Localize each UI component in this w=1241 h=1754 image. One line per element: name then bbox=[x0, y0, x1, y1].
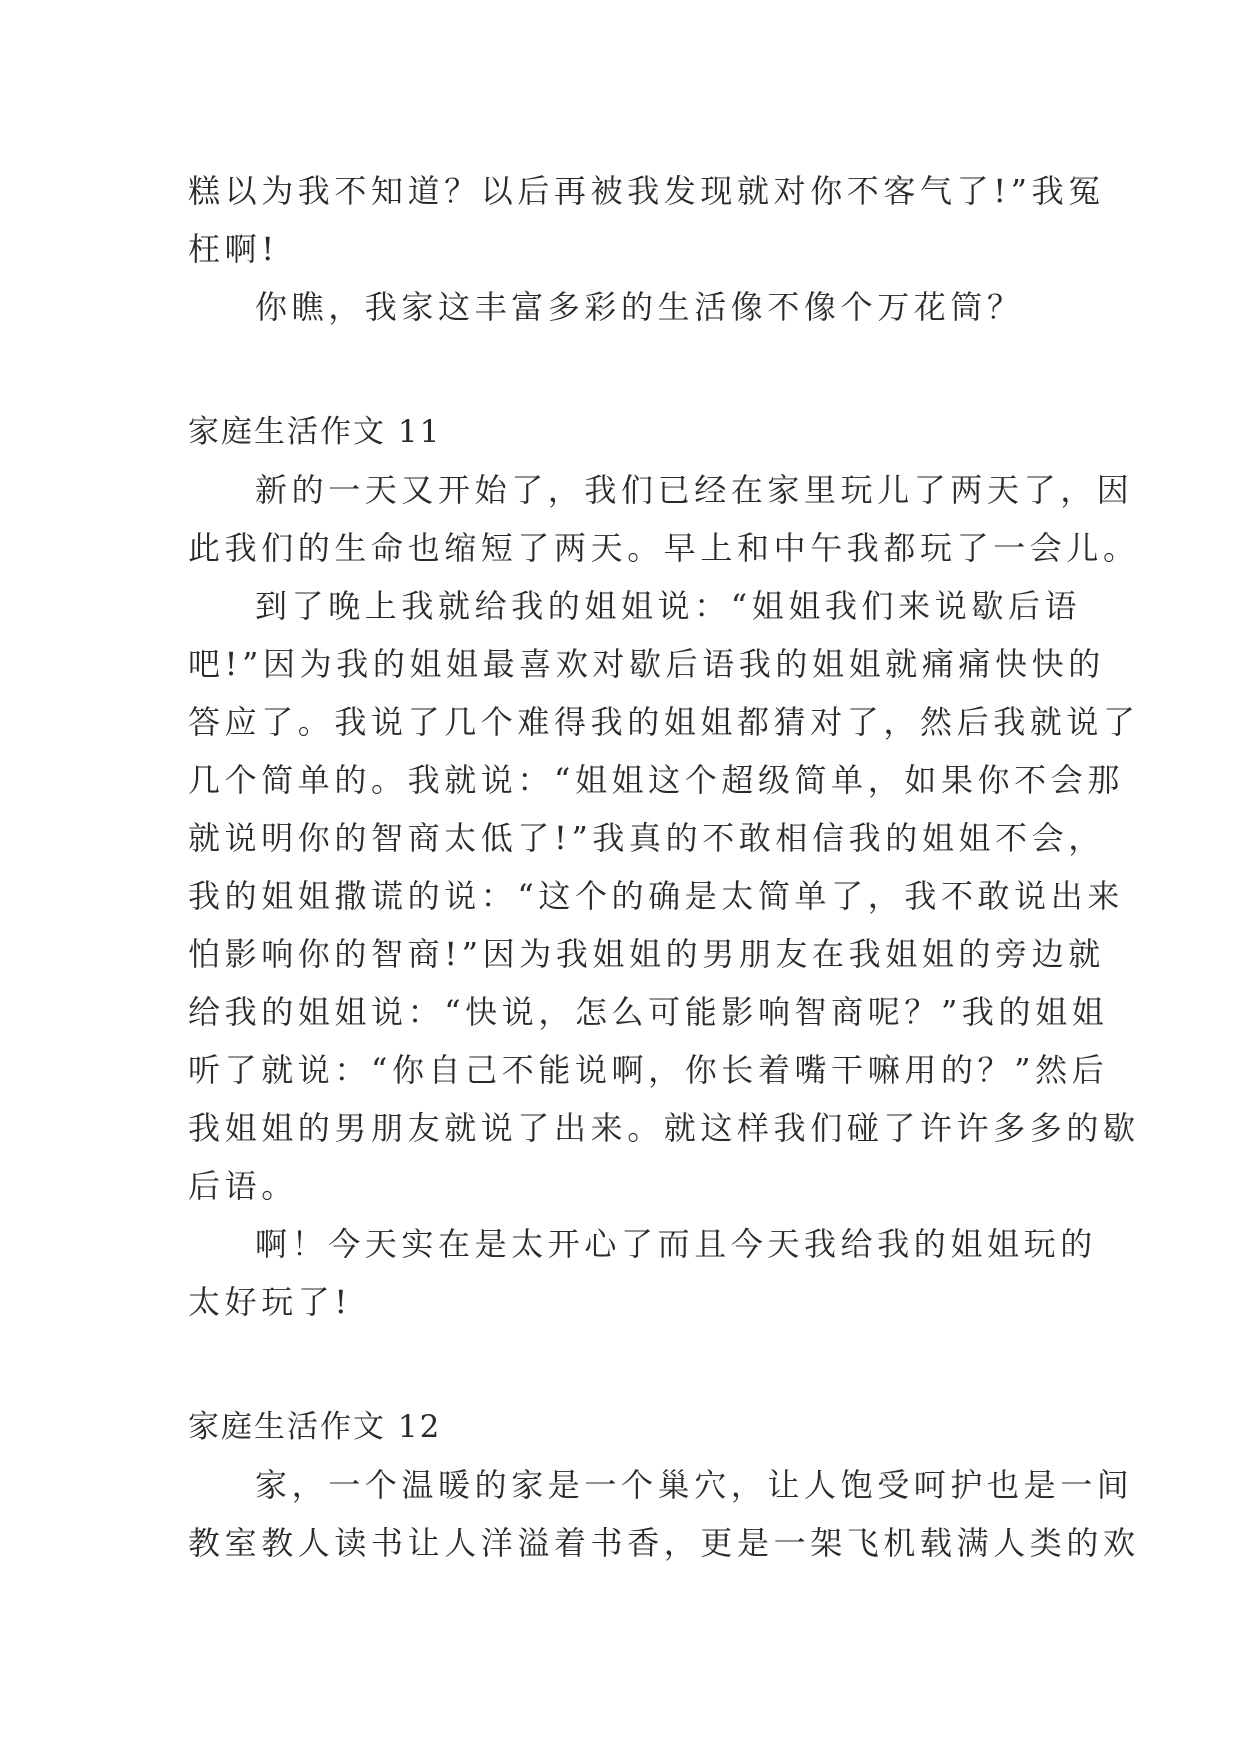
essay-11 bbox=[188, 403, 1140, 1331]
paragraph-line: 新的一天又开始了，我们已经在家里玩儿了两天了，因 bbox=[255, 471, 1134, 509]
paragraph-line: 此我们的生命也缩短了两天。早上和中午我都玩了一会儿。 bbox=[188, 529, 1140, 567]
paragraph-line: 家，一个温暖的家是一个巢穴，让人饱受呵护也是一间 bbox=[255, 1466, 1134, 1504]
essay-heading: 家庭生活作文 12 bbox=[188, 1409, 442, 1445]
essay-10-ending bbox=[188, 162, 1105, 336]
paragraph-line: 就说明你的智商太低了!”我真的不敢相信我的姐姐不会， bbox=[188, 819, 1105, 857]
paragraph-line: 听了就说：“你自己不能说啊，你长着嘴干嘛用的？”然后 bbox=[188, 1051, 1109, 1089]
paragraph-line: 几个简单的。我就说：“姐姐这个超级简单，如果你不会那 bbox=[188, 761, 1124, 799]
paragraph-line: 你瞧，我家这丰富多彩的生活像不像个万花筒？ bbox=[255, 288, 1024, 326]
paragraph-line: 怕影响你的智商!”因为我姐姐的男朋友在我姐姐的旁边就 bbox=[188, 935, 1105, 973]
essay-12 bbox=[188, 1398, 1140, 1572]
paragraph-line: 吧!”因为我的姐姐最喜欢对歇后语我的姐姐就痛痛快快的 bbox=[188, 645, 1105, 683]
essay-heading: 家庭生活作文 11 bbox=[188, 414, 442, 450]
paragraph-line: 太好玩了! bbox=[188, 1283, 352, 1321]
document-page bbox=[188, 162, 1140, 1572]
paragraph-line: 我的姐姐撒谎的说：“这个的确是太简单了，我不敢说出来 bbox=[188, 877, 1124, 915]
paragraph-line: 到了晚上我就给我的姐姐说：“姐姐我们来说歇后语 bbox=[255, 587, 1082, 625]
paragraph-line: 枉啊! bbox=[188, 230, 279, 268]
paragraph-line: 答应了。我说了几个难得我的姐姐都猜对了，然后我就说了 bbox=[188, 703, 1140, 741]
paragraph-line: 教室教人读书让人洋溢着书香，更是一架飞机载满人类的欢 bbox=[188, 1524, 1140, 1562]
paragraph-line: 给我的姐姐说：“快说，怎么可能影响智商呢？”我的姐姐 bbox=[188, 993, 1109, 1031]
paragraph-line: 糕以为我不知道？以后再被我发现就对你不客气了!”我冤 bbox=[188, 172, 1105, 210]
paragraph-line: 我姐姐的男朋友就说了出来。就这样我们碰了许许多多的歇 bbox=[188, 1109, 1140, 1147]
paragraph-line: 后语。 bbox=[188, 1167, 298, 1205]
paragraph-line: 啊！今天实在是太开心了而且今天我给我的姐姐玩的 bbox=[255, 1225, 1097, 1263]
